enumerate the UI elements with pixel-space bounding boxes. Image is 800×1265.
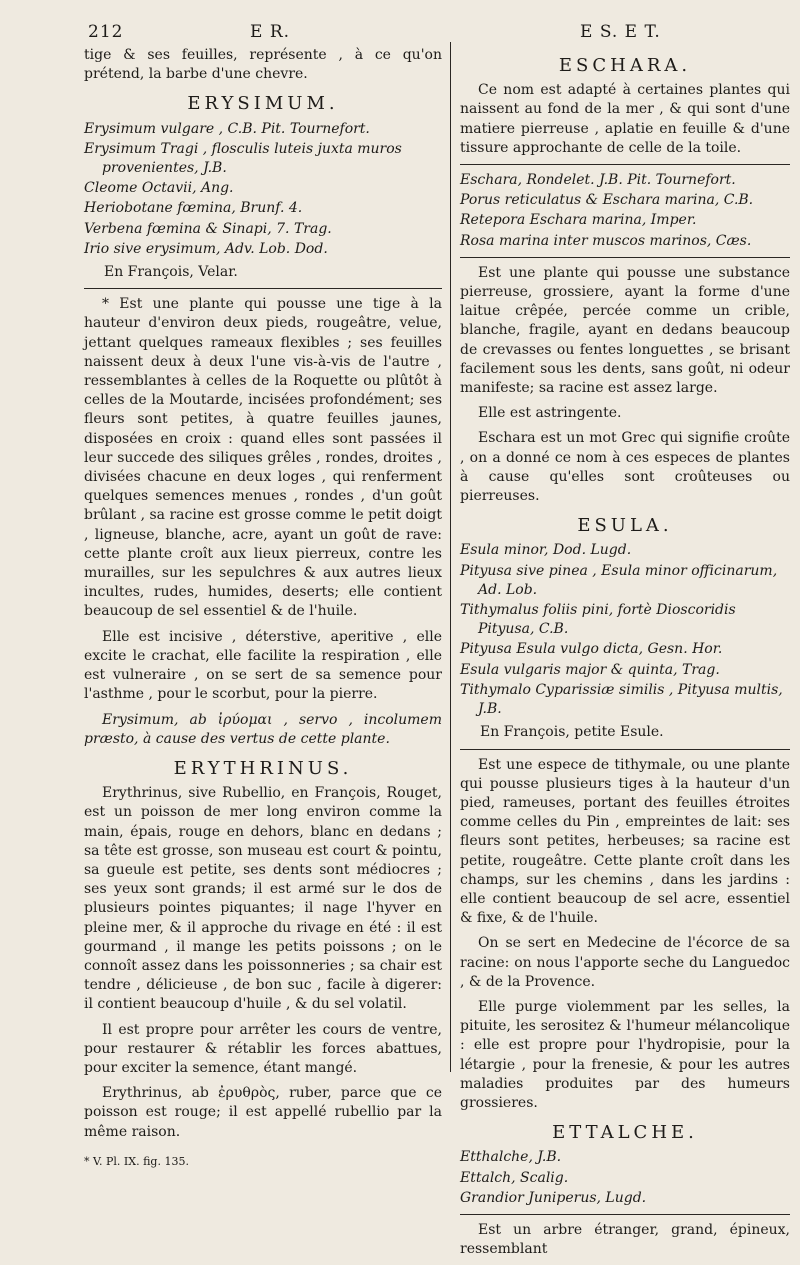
entry-description: * Est une plante qui pousse une tige à la hauteur d'environ deux pieds, rougeâtre, velue, jettant quelques rameaux flexibles ; ses feuilles naissent deux à deux l'une vis-à-vis de l'autre , ressemblantes à celles de la Roquette ou plûtôt à celles de la Moutarde, incisées profondément; ses fleurs sont petites, à quatre feuilles jaunes, disposées en croix : quand elles sont passées il leur succede des siliques grêles , rondes, droites , divisées chacune en deux loges , qui renferment quelques semences menues , rondes , d'un goût brûlant , sa racine est grosse comme le petit doigt , ligneuse, blanche, acre, ayant un goût de rave: cette plante croît aux lieux pierreux, contre les murailles, sur les sepulchres & aux autres lieux incultes, rudes, humides, deserts; elle contient beaucoup de sel essentiel & de l'huile. <box>84 296 442 620</box>
synonym-line: Erysimum vulgare , C.B. Pit. Tournefort. <box>84 120 370 137</box>
right-column <box>460 46 790 1265</box>
synonym-line: Heriobotane fœmina, Brunf. 4. <box>84 200 303 217</box>
entry-etymology: Eschara est un mot Grec qui signifie croûte , on a donné ce nom à ces especes de plantes à cause qu'elles sont croûteuses ou pierreuses. <box>460 430 790 505</box>
entry-uses: Il est propre pour arrêter les cours de ventre, pour restaurer & rétablir les forces abattues, pour exciter la semence, étant mangé. <box>84 1021 442 1076</box>
column-divider <box>450 42 451 1072</box>
divider <box>84 288 442 289</box>
synonym-line: Grandior Juniperus, Lugd. <box>460 1189 647 1206</box>
divider <box>460 1214 790 1215</box>
entry-heading-eschara: ESCHARA. <box>558 55 692 76</box>
left-column <box>84 46 442 1171</box>
synonym-line: Erysimum Tragi , flosculis luteis juxta muros provenientes, J.B. <box>84 140 402 177</box>
entry-uses: On se sert en Medecine de l'écorce de sa racine: on nous l'apporte seche du Languedoc , & de la Provence. <box>460 935 790 990</box>
entry-description: Est une espece de tithymale, ou une plante qui pousse plusieurs tiges à la hauteur d'un pied, rameuses, portant des feuilles étroites comme celles du Pin , empreintes de lait: ses fleurs sont petites, herbeuses; sa racine est petite, rougeâtre. Cette plante croît dans les champs, sur les chemins , dans les jardins : elle contient beaucoup de sel acre, essentiel & fixe, & de l'huile. <box>460 756 790 927</box>
entry-uses: Elle purge violemment par les selles, la pituite, les serositez & l'humeur mélancolique : elle est propre pour l'hydropisie, pour la létargie , pour la frenesie, & pour les autres maladies produites par des humeurs grossieres. <box>460 998 790 1111</box>
synonym-line: Pityusa sive pinea , Esula minor officinarum, Ad. Lob. <box>460 562 778 598</box>
synonym-line: Esula minor, Dod. Lugd. <box>460 542 632 559</box>
entry-intro: Ce nom est adapté à certaines plantes qui naissent au fond de la mer , & qui sont d'une matiere pierreuse , aplatie en feuille & d'une tissure approchante de celle de la toile. <box>460 82 790 156</box>
french-name: En François, Velar. <box>104 264 238 281</box>
entry-heading-esula: ESULA. <box>577 515 673 537</box>
right-running-head: E S. E T. <box>580 22 661 42</box>
synonym-line: Verbena fœmina & Sinapi, 7. Trag. <box>84 220 332 237</box>
divider <box>460 749 790 750</box>
synonym-line: Eschara, Rondelet. J.B. Pit. Tournefort. <box>460 172 736 189</box>
entry-heading-erythrinus: ERYTHRINUS. <box>173 757 353 779</box>
divider <box>460 164 790 165</box>
entry-etymology: Erythrinus, ab ἐρυθρὸς, ruber, parce que ce poisson est rouge; il est appellé rubellio par la même raison. <box>84 1085 442 1140</box>
synonym-line: Pityusa Esula vulgo dicta, Gesn. Hor. <box>460 641 723 658</box>
synonym-line: Cleome Octavii, Ang. <box>84 180 234 197</box>
synonym-line: Esula vulgaris major & quinta, Trag. <box>460 661 720 678</box>
french-name: En François, petite Esule. <box>480 724 664 741</box>
entry-description: Erythrinus, sive Rubellio, en François, Rouget, est un poisson de mer long environ comme la main, épais, rouge en dehors, blanc en dedans ; sa tête est grosse, son museau est court & pointu, sa gueule est petite, ses dents sont médiocres ; ses yeux sont grands; il est armé sur le dos de plusieurs pointes piquantes; il nage l'hyver en pleine mer, & il approche du rivage en été : il est gourmand , il mange les petits poissons ; on le connoît assez dans les poissonneries ; sa chair est tendre , délicieuse , de bon suc , facile à digerer: il contient beaucoup d'huile , & du sel volatil. <box>84 785 442 1013</box>
entry-heading-erysimum: ERYSIMUM. <box>187 93 339 115</box>
footnote: * V. Pl. IX. fig. 135. <box>84 1154 189 1168</box>
page-number: 212 <box>88 22 124 42</box>
entry-description: Est un arbre étranger, grand, épineux, ressemblant <box>460 1221 790 1258</box>
synonym-line: Porus reticulatus & Eschara marina, C.B. <box>460 192 754 209</box>
entry-description: Est une plante qui pousse une substance pierreuse, grossiere, ayant la forme d'une laitue crêpée, percée comme un crible, blanche, fragile, ayant en dedans beaucoup de crevasses ou fentes longuettes , se brisant facilement sous les dents, sans goût, ni odeur manifeste; sa racine est assez large. <box>460 264 790 397</box>
synonym-line: Irio sive erysimum, Adv. Lob. Dod. <box>84 240 328 257</box>
synonym-line: Retepora Eschara marina, Imper. <box>460 212 697 229</box>
entry-uses: Elle est incisive , déterstive, aperitive , elle excite le crachat, elle facilite la respiration , elle est vulneraire , on se sert de sa semence pour l'asthme , pour le scorbut, pour la pierre. <box>84 628 442 703</box>
entry-property: Elle est astringente. <box>478 405 622 422</box>
left-running-head: E R. <box>250 22 291 42</box>
synonym-line: Etthalche, J.B. <box>460 1149 562 1166</box>
synonym-line: Ettalch, Scalig. <box>460 1169 569 1186</box>
synonym-line: Rosa marina inter muscos marinos, Cæs. <box>460 232 752 249</box>
divider <box>460 257 790 258</box>
synonym-line: Tithymalo Cyparissiæ similis , Pityusa multis, J.B. <box>460 681 783 718</box>
entry-heading-etthalche: ETTALCHE. <box>552 1122 698 1144</box>
synonym-line: Tithymalus foliis pini, fortè Dioscoridis Pityusa, C.B. <box>460 602 736 638</box>
carryover-text: tige & ses feuilles, représente , à ce qu'on prétend, la barbe d'une chevre. <box>84 47 442 83</box>
entry-etymology: Erysimum, ab ἰρύομαι , servo , incolumem præsto, à cause des vertus de cette plante. <box>84 711 442 747</box>
